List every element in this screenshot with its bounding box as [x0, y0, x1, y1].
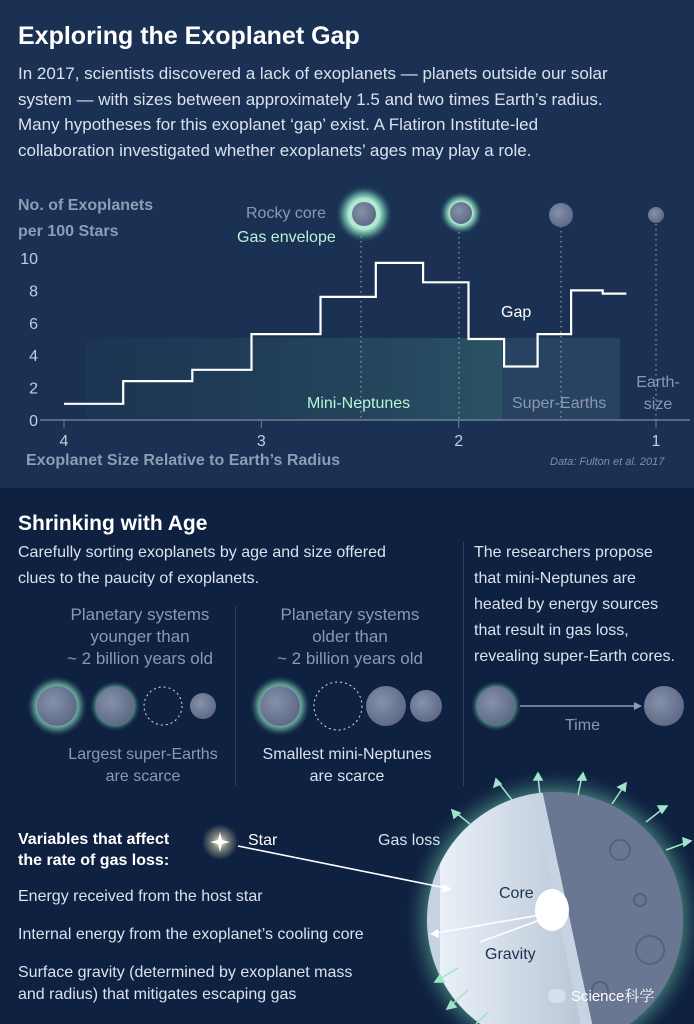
variable-item — [18, 962, 352, 1006]
variable-item-line: Surface gravity (determined by exoplanet mass — [18, 964, 353, 981]
y-axis-label-line: No. of Exoplanets — [18, 197, 154, 214]
proposal-line: heated by energy sources — [474, 596, 659, 613]
proposal-text — [474, 540, 689, 670]
young-heading-line: ~ 2 billion years old — [66, 649, 213, 668]
variables-heading-line: Variables that affect — [18, 831, 170, 848]
proposal-line: that mini-Neptunes are — [474, 570, 636, 587]
large-super-earth-icon — [366, 686, 406, 726]
y-tick-label: 2 — [29, 380, 38, 398]
star-label: Star — [248, 832, 278, 849]
y-tick-label: 0 — [29, 413, 38, 430]
x-tick-label: 3 — [256, 433, 266, 450]
gravity-label: Gravity — [485, 946, 536, 963]
variables-heading — [18, 829, 169, 871]
young-heading-line: Planetary systems — [70, 605, 210, 624]
section-title-shrinking: Shrinking with Age — [18, 512, 208, 535]
earth-size-label-line: size — [643, 396, 673, 413]
missing-super-earth-icon — [144, 687, 182, 725]
x-tick-label: 1 — [651, 433, 661, 450]
proposal-line: revealing super-Earth cores. — [474, 648, 675, 665]
time-label: Time — [565, 717, 600, 734]
old-heading-line: Planetary systems — [280, 605, 420, 624]
x-axis-ticks — [60, 420, 661, 450]
gas-loss-label: Gas loss — [378, 832, 441, 849]
core-label: Core — [499, 885, 534, 902]
wechat-logo-icon — [548, 989, 566, 1003]
mini-neptunes-label: Mini-Neptunes — [307, 395, 411, 412]
young-caption-line: are scarce — [105, 768, 181, 785]
end-super-earth-icon — [644, 686, 684, 726]
page-title: Exploring the Exoplanet Gap — [18, 22, 360, 50]
y-tick-label: 10 — [20, 251, 38, 268]
data-source: Data: Fulton et al. 2017 — [550, 456, 665, 468]
start-mini-neptune-core-icon — [477, 687, 515, 725]
legend-gas-envelope: Gas envelope — [237, 229, 336, 246]
rocky-core-icon — [352, 202, 376, 226]
variable-item: Internal energy from the exoplanet’s cooling core — [18, 926, 364, 943]
time-arrow-head-icon — [634, 702, 642, 710]
y-axis-ticks — [20, 251, 38, 430]
earth-size-icon — [648, 207, 664, 223]
planet-age-comparison — [0, 670, 694, 750]
y-tick-label: 4 — [29, 348, 38, 366]
mini-neptunes-region — [86, 338, 502, 420]
young-systems-heading — [30, 604, 250, 670]
legend-rocky-core: Rocky core — [246, 205, 327, 222]
x-tick-label: 4 — [59, 433, 69, 450]
y-axis-label-line: per 100 Stars — [18, 223, 119, 240]
small-super-earth-icon — [190, 693, 216, 719]
proposal-line: that result in gas loss, — [474, 622, 629, 639]
y-axis-label — [18, 193, 153, 245]
variable-item-line: and radius) that mitigates escaping gas — [18, 986, 297, 1003]
section2-intro — [18, 540, 386, 592]
young-heading-line: younger than — [90, 627, 190, 646]
intro-line: collaboration investigated whether exoplanets’ ages may play a role. — [18, 140, 532, 160]
small-core-icon — [450, 202, 472, 224]
proposal-line: The researchers propose — [474, 544, 653, 561]
intro-line: system — with sizes between approximately 1.5 and two times Earth’s radius. — [18, 89, 603, 109]
section2-intro-line: Carefully sorting exoplanets by age and size offered — [18, 544, 386, 561]
old-heading-line: ~ 2 billion years old — [276, 649, 423, 668]
super-earth-icon — [549, 203, 573, 227]
variables-heading-line: the rate of gas loss: — [18, 852, 170, 869]
intro-paragraph — [18, 61, 678, 163]
super-earths-label: Super-Earths — [512, 395, 607, 412]
gap-label: Gap — [501, 304, 532, 321]
old-caption-line: Smallest mini-Neptunes — [262, 746, 432, 763]
planet-core-icon — [535, 889, 569, 931]
old-systems-heading — [240, 604, 460, 670]
watermark-text: Science科学 — [571, 988, 655, 1005]
earth-size-label — [626, 372, 690, 416]
watermark — [548, 985, 654, 1006]
variable-item: Energy received from the host star — [18, 888, 263, 905]
young-caption-line: Largest super-Earths — [68, 746, 218, 763]
x-tick-label: 2 — [454, 433, 464, 450]
old-heading-line: older than — [312, 627, 388, 646]
earth-size-label-line: Earth- — [636, 374, 680, 391]
x-axis-label: Exoplanet Size Relative to Earth’s Radius — [26, 452, 341, 469]
mini-neptune-core-icon — [37, 686, 77, 726]
y-tick-label: 8 — [29, 283, 38, 301]
old-caption-line: are scarce — [309, 768, 385, 785]
mini-neptune-small-core-icon — [96, 687, 134, 725]
y-tick-label: 6 — [29, 315, 38, 333]
intro-line: In 2017, scientists discovered a lack of exoplanets — planets outside our solar — [18, 64, 608, 83]
old-mini-neptune-core-icon — [260, 686, 300, 726]
intro-line: Many hypotheses for this exoplanet ‘gap’ exist. A Flatiron Institute-led — [18, 115, 539, 134]
missing-mini-neptune-icon — [314, 682, 362, 730]
medium-super-earth-icon — [410, 690, 442, 722]
section2-intro-line: clues to the paucity of exoplanets. — [18, 570, 260, 587]
